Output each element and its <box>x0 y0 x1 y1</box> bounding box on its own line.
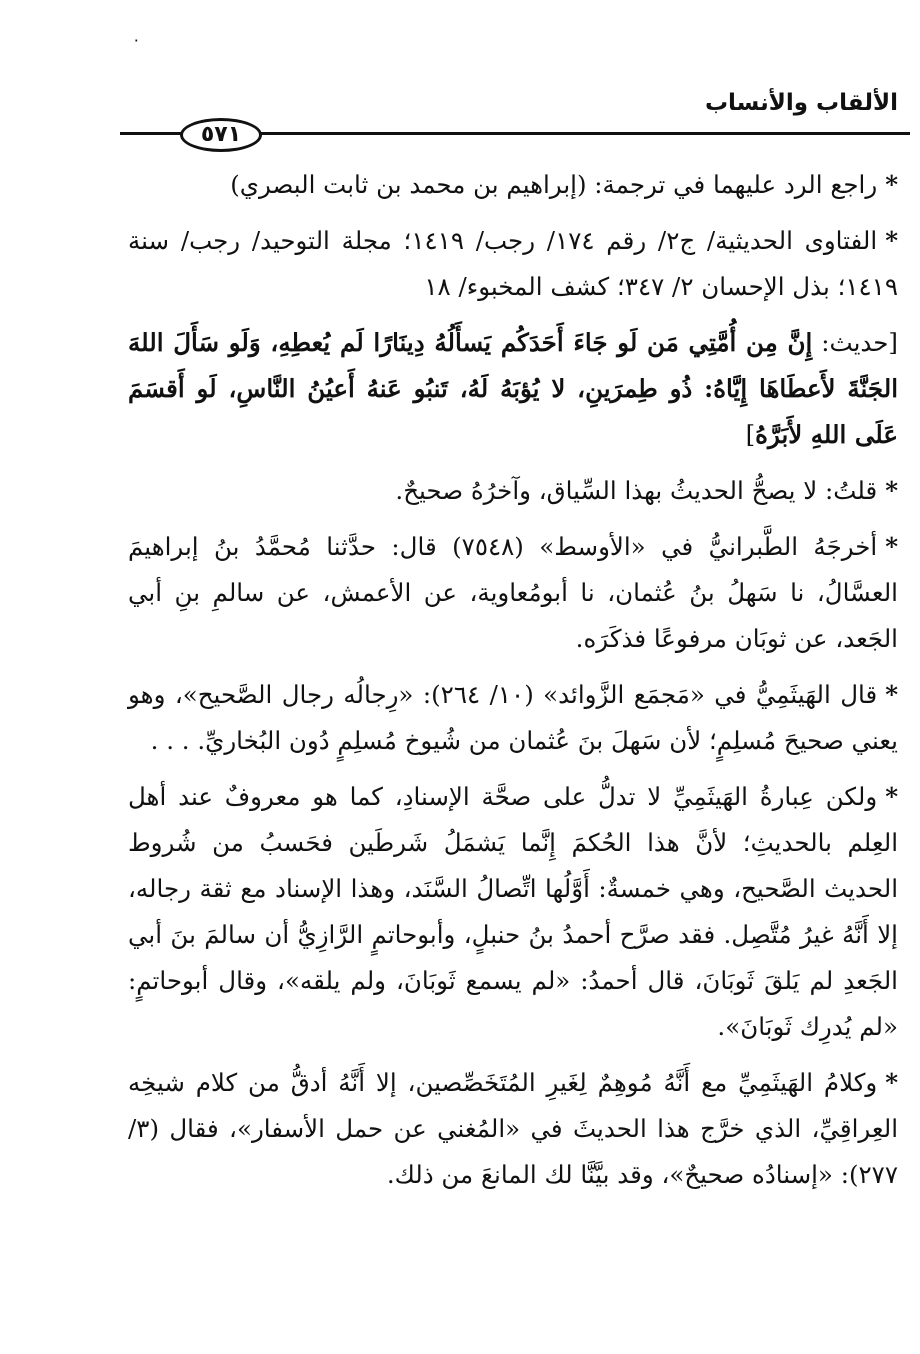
paragraph-sources <box>128 218 898 310</box>
hadith-suffix: ] <box>745 420 756 449</box>
paragraph-hadith <box>128 320 898 458</box>
running-title: الألقاب والأنساب <box>704 90 898 116</box>
bullet-star-icon: * <box>885 680 898 709</box>
paragraph-text: قال الهَيثَمِيُّ في «مَجمَع الزَّوائد» (١٠/ ٢٦٤): «رِجالُه رجال الصَّحيح»، وهو يعني صحيحَ مُسلِمٍ؛ لأن سَهلَ بنَ عُثمان من شُيوخ مُسلِمٍ دُون البُخاريِّ. . . . <box>128 680 898 755</box>
page-body <box>128 162 898 1208</box>
paragraph-text: وكلامُ الهَيثَمِيِّ مع أَنَّهُ مُوهِمٌ لِغَيرِ المُتَخَصِّصين، إلا أَنَّهُ أدقُّ من كلام شيخِه العِراقِيِّ، الذي خرَّج هذا الحديثَ في «المُغني عن حمل الأسفار»، فقال (٣/ ٢٧٧): «إسنادُه صحيحٌ»، وقد بيَّنَّا لك المانعَ من ذلك. <box>128 1068 898 1189</box>
paragraph-text: قلتُ: لا يصحُّ الحديثُ بهذا السِّياق، وآخرُهُ صحيحٌ. <box>395 476 878 505</box>
bullet-star-icon: * <box>885 532 898 561</box>
paragraph-haythami <box>128 672 898 764</box>
paragraph-text: راجع الرد عليهما في ترجمة: (إبراهيم بن محمد بن ثابت البصري) <box>230 170 878 199</box>
bullet-star-icon: * <box>885 226 898 255</box>
paragraph-text: ولكن عِبارةُ الهَيثَمِيِّ لا تدلُّ على صحَّة الإسنادِ، كما هو معروفٌ عند أهل العِلم بالحديثِ؛ لأنَّ هذا الحُكمَ إِنَّما يَشمَلُ شَرطَين فحَسبُ من شُروط الحديث الصَّحيح، وهي خمسةٌ: أَوَّلُها اتِّصالُ السَّنَد، وهذا الإسناد مع ثقة رجاله، إلا أَنَّهُ غيرُ مُتَّصِل. فقد صرَّح أحمدُ بنُ حنبلٍ، وأبوحاتمٍ الرَّازِيُّ أن سالمَ بنَ أبي الجَعدِ لم يَلقَ ثَوبَانَ، قال أحمدُ: «لم يسمع ثَوبَانَ، ولم يلقه»، وقال أبوحاتمٍ: «لم يُدرِك ثَوبَانَ». <box>128 782 898 1041</box>
bullet-star-icon: * <box>885 1068 898 1097</box>
paragraph-isnad-critique <box>128 774 898 1050</box>
page-number: ٥٧١ <box>180 118 262 152</box>
paragraph-text: أخرجَهُ الطَّبرانيُّ في «الأوسط» (٧٥٤٨) قال: حدَّثنا مُحمَّدُ بنُ إبراهيمَ العسَّالُ، نا سَهلُ بنُ عُثمان، نا أبومُعاوية، عن الأعمش، عن سالمِ بنِ أبي الجَعد، عن ثوبَان مرفوعًا فذكَرَه. <box>128 532 898 653</box>
bullet-star-icon: * <box>885 476 898 505</box>
bullet-star-icon: * <box>885 170 898 199</box>
stray-mark: ٠ <box>132 30 141 49</box>
paragraph-takhrij <box>128 524 898 662</box>
hadith-text: إِنَّ مِن أُمَّتِي مَن لَو جَاءَ أَحَدَكُم يَسأَلُهُ دِينَارًا لَم يُعطِهِ، وَلَو سَأَلَ اللهَ الجَنَّةَ لأَعطَاهَا إِيَّاهُ: ذُو طِمرَينِ، لا يُؤبَهُ لَهُ، تَنبُو عَنهُ أَعيُنُ النَّاسِ، لَو أَقسَمَ عَلَى اللهِ لأَبَرَّهُ <box>128 328 898 449</box>
paragraph-text: الفتاوى الحديثية/ ج٢/ رقم ١٧٤/ رجب/ ١٤١٩؛ مجلة التوحيد/ رجب/ سنة ١٤١٩؛ بذل الإحسان ٢/ ٣٤٧؛ كشف المخبوء/ ١٨ <box>128 226 898 301</box>
paragraph-reference <box>128 162 898 208</box>
paragraph-iraqi <box>128 1060 898 1198</box>
paragraph-verdict <box>128 468 898 514</box>
hadith-prefix: [حديث: <box>812 328 898 357</box>
bullet-star-icon: * <box>885 782 898 811</box>
